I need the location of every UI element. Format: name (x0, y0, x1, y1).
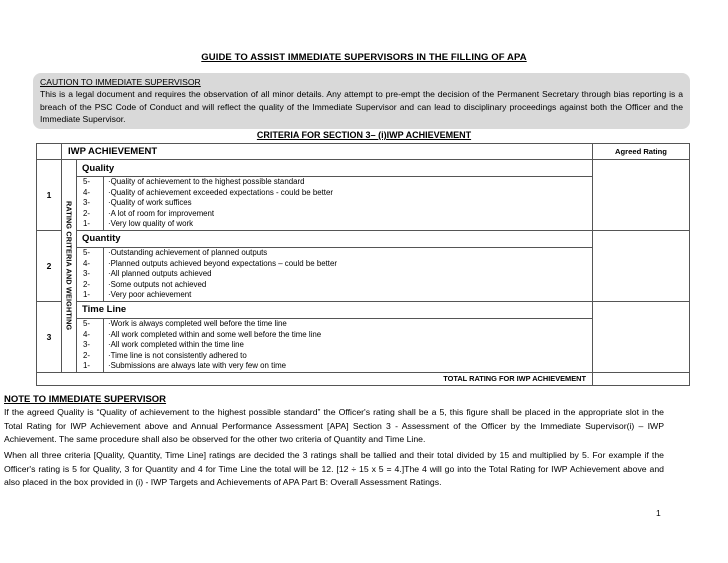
list-item: 5- ·Quality of achievement to the highest possible standard (77, 177, 592, 188)
section-title: Time Line (77, 301, 593, 318)
table-header-title: IWP ACHIEVEMENT (62, 144, 593, 160)
total-rating-cell[interactable] (593, 372, 690, 385)
criteria-suffix: (i)IWP ACHIEVEMENT (378, 130, 472, 140)
section-title: Quantity (77, 230, 593, 247)
vertical-label: RATING CRITERIA AND WEIGHTING (64, 201, 74, 331)
section-items-row (37, 177, 690, 231)
list-item: 4- ·All work completed within and some well before the time line (77, 330, 592, 341)
section-items (77, 318, 593, 372)
list-item: 4- ·Quality of achievement exceeded expectations - could be better (77, 188, 592, 199)
section-number: 3 (37, 301, 62, 372)
criteria-prefix: CRITERIA FOR SECTION 3– (256, 130, 379, 140)
caution-box (33, 73, 690, 129)
caution-title: CAUTION TO IMMEDIATE SUPERVISOR (40, 77, 201, 87)
list-item: 5- ·Work is always completed well before the time line (77, 319, 592, 330)
section-items (77, 177, 593, 231)
list-item: 1- ·Very poor achievement (77, 290, 592, 301)
document-title: GUIDE TO ASSIST IMMEDIATE SUPERVISORS IN THE FILLING OF APA (201, 52, 527, 63)
caution-body: This is a legal document and requires the observation of all minor details. Any attempt to pre-empt the decision of the Permanent Secretary through bias reporting is a breach of the PSC Code of Conduct and will reflect the quality of the Immediate Supervisor and can lead to disciplinary proceedings against both the Officer and the Immediate Supervisor. (40, 89, 683, 125)
section-number: 1 (37, 160, 62, 231)
rating-cell[interactable] (593, 160, 690, 231)
section-head-row (37, 230, 690, 247)
section-items-row (37, 318, 690, 372)
section-head-row (37, 301, 690, 318)
page-number: 1 (656, 508, 661, 518)
total-row (37, 372, 690, 385)
section-items (77, 247, 593, 301)
section-head-row (37, 160, 690, 177)
note-paragraph-1: If the agreed Quality is “Quality of achievement to the highest possible standard” the Officer's rating shall be a 5, this figure shall be placed in the appropriate slot in the Total Rating for IWP Achievement above and Annual Performance Assessment [APA] Section 3 - Assessment of the Officer by the Immediate Supervisor(i) – IWP Achievement. The same procedure shall also be observed for the other two criteria of Quantity and Time Line. (4, 407, 664, 445)
section-items-row (37, 247, 690, 301)
section-title: Quality (77, 160, 593, 177)
list-item: 2- ·Some outputs not achieved (77, 280, 592, 291)
note-title: NOTE TO IMMEDIATE SUPERVISOR (4, 394, 167, 405)
list-item: 4- ·Planned outputs achieved beyond expectations – could be better (77, 259, 592, 270)
list-item: 1- ·Submissions are always late with very few on time (77, 361, 592, 372)
list-item: 5- ·Outstanding achievement of planned outputs (77, 248, 592, 259)
agreed-rating-header: Agreed Rating (593, 144, 690, 160)
list-item: 2- ·Time line is not consistently adhered to (77, 351, 592, 362)
list-item: 3- ·All planned outputs achieved (77, 269, 592, 280)
vertical-label-cell (62, 160, 77, 373)
total-label: TOTAL RATING FOR IWP ACHIEVEMENT (37, 372, 593, 385)
rating-cell[interactable] (593, 301, 690, 372)
criteria-title (0, 130, 728, 140)
rating-cell[interactable] (593, 230, 690, 301)
section-number: 2 (37, 230, 62, 301)
table-header-row (37, 144, 690, 160)
list-item: 2- ·A lot of room for improvement (77, 209, 592, 220)
rating-table (36, 143, 690, 386)
note-paragraph-2: When all three criteria [Quality, Quantity, Time Line] ratings are decided the 3 ratings shall be tallied and their total divided by 15 and multiplied by 5. For example if the Officer's rating is 5 for Quality, 3 for Quantity and 4 for Time Line the total will be 12. [12 ÷ 15 x 5 = 4.]The 4 will go into the Total Rating for IWP Achievement above and also placed in the box provided in (i) - IWP Targets and Achievements of APA Part B: Overall Assessment Ratings. (4, 450, 664, 488)
list-item: 3- ·Quality of work suffices (77, 198, 592, 209)
list-item: 1- ·Very low quality of work (77, 219, 592, 230)
list-item: 3- ·All work completed within the time line (77, 340, 592, 351)
